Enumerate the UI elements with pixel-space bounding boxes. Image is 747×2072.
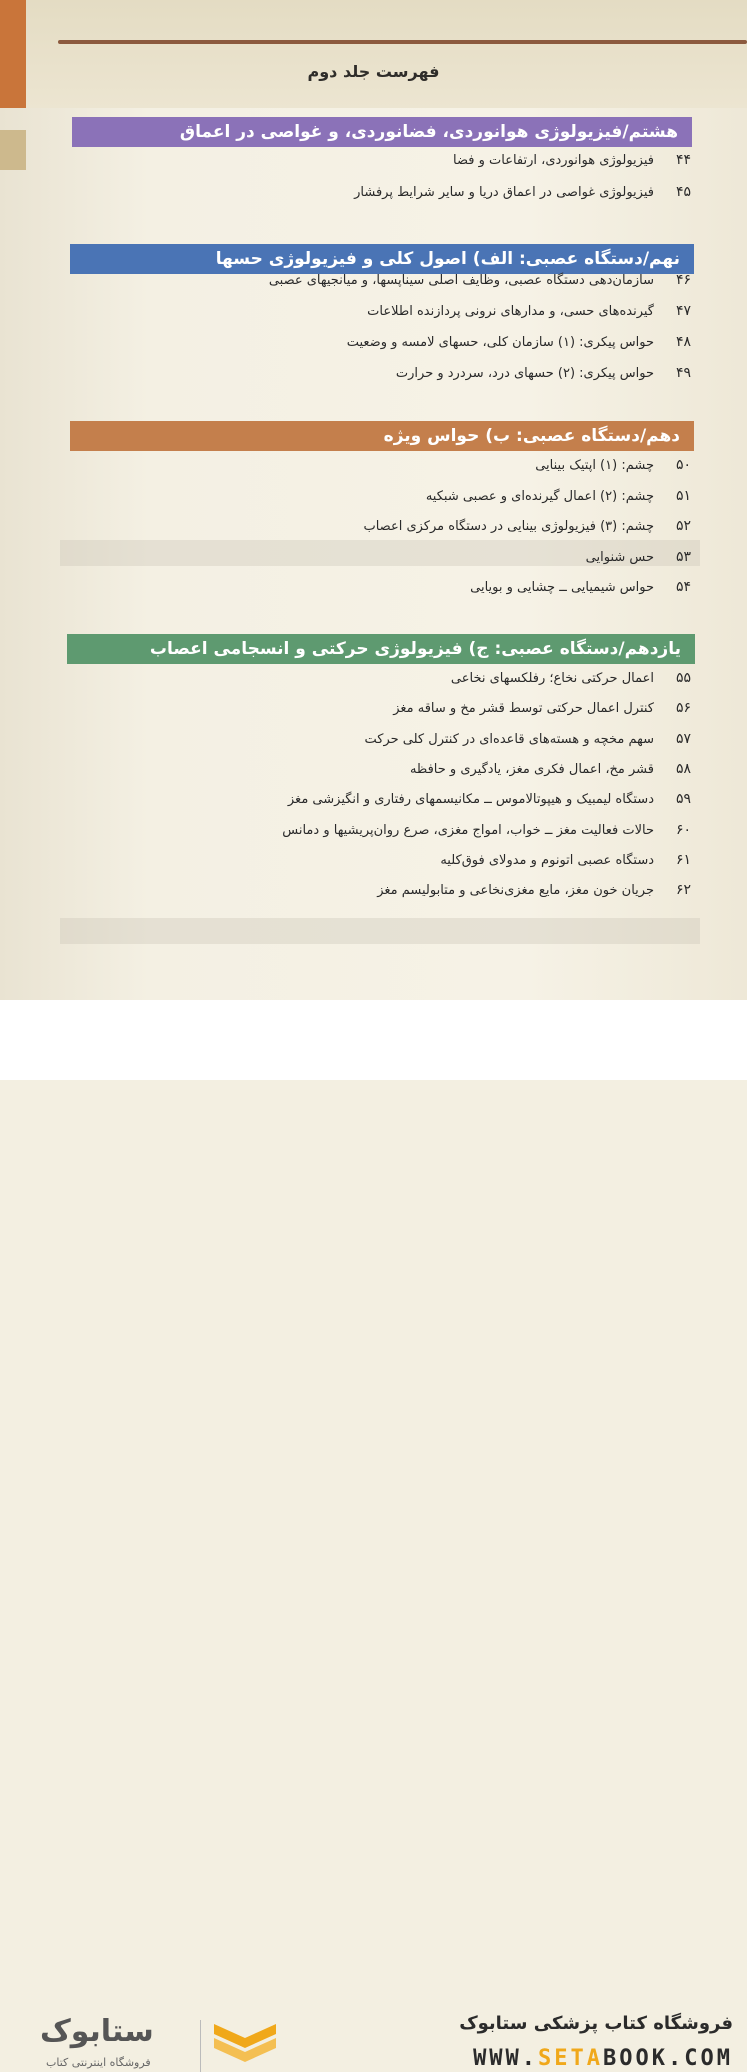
chapter-number: ۴۸ xyxy=(676,334,692,350)
chapter-number: ۴۴ xyxy=(676,152,692,168)
toc-entry: دستگاه لیمبیک و هیپوتالاموس ــ مکانیسمهای رفتاری و انگیزشی مغز xyxy=(287,792,654,808)
chapter-number: ۵۱ xyxy=(676,487,692,504)
chapter-number: ۵۵ xyxy=(676,670,692,686)
url-highlight: SETA xyxy=(538,2046,604,2071)
url-suffix: BOOK.COM xyxy=(603,2046,733,2071)
toc-entry: چشم: (۱) اپتیک بینایی xyxy=(535,458,654,473)
spine-edge-orange xyxy=(0,0,26,108)
toc-entry: قشر مخ، اعمال فکری مغز، یادگیری و حافظه xyxy=(409,761,654,777)
toc-entry: حواس پیکری: (۲) حسهای درد، سردرد و حرارت xyxy=(395,366,654,381)
chapter-number: ۵۷ xyxy=(676,730,692,747)
header-rule xyxy=(58,40,747,44)
toc-entry: اعمال حرکتی نخاع؛ رفلکسهای نخاعی xyxy=(450,671,654,686)
toc-entry: سهم مخچه و هسته‌های قاعده‌ای در کنترل کلی حرکت xyxy=(364,731,654,747)
toc-entry: جریان خون مغز، مایع مغزی‌نخاعی و متابولیسم مغز xyxy=(377,883,654,899)
toc-entry: حواس پیکری: (۱) سازمان کلی، حسهای لامسه و وضعیت xyxy=(346,335,654,350)
logo-tagline: فروشگاه اینترنتی کتاب xyxy=(46,2056,151,2069)
chapter-heading: نهم/دستگاه عصبی: الف) اصول کلی و فیزیولوژی حسها xyxy=(70,244,694,274)
toc-entry: حس شنوایی xyxy=(585,549,654,565)
toc-entry: حواس شیمیایی ــ چشایی و بویایی xyxy=(470,580,654,595)
toc-entry: سازمان‌دهی دستگاه عصبی، وظایف اصلی سیناپسها، و میانجیهای عصبی xyxy=(268,273,654,288)
chapter-heading: دهم/دستگاه عصبی: ب) حواس ویژه xyxy=(70,421,694,451)
chapter-heading: هشتم/فیزیولوژی هوانوردی، فضانوردی، و غواصی در اعماق xyxy=(72,117,692,147)
chapter-number: ۵۶ xyxy=(676,700,692,717)
logo-divider xyxy=(200,2020,201,2072)
chapter-number: ۴۵ xyxy=(676,184,692,200)
chapter-number: ۶۲ xyxy=(676,882,692,899)
toc-entry: کنترل اعمال حرکتی توسط قشر مخ و ساقه مغز xyxy=(393,701,654,717)
chapter-number: ۵۰ xyxy=(676,457,692,473)
chapter-heading: یازدهم/دستگاه عصبی: ج) فیزیولوژی حرکتی و انسجامی اعصاب xyxy=(67,634,695,664)
chapter-number: ۵۴ xyxy=(676,579,692,595)
chapter-number: ۵۲ xyxy=(676,518,692,534)
page-top-band xyxy=(26,0,747,108)
toc-entry: حالات فعالیت مغز ــ خواب، امواج مغزی، صرع روان‌پریشیها و دمانس xyxy=(282,822,654,838)
book-page xyxy=(0,0,747,1000)
chapter-number: ۴۷ xyxy=(676,303,692,319)
setabook-logo-icon xyxy=(210,2018,280,2070)
store-name: فروشگاه کتاب پزشکی ستابوک xyxy=(459,2013,733,2034)
chapter-number: ۶۰ xyxy=(676,821,692,838)
spine-edge-tan xyxy=(0,130,26,170)
bleed-through-band xyxy=(60,918,700,944)
toc-entry: فیزیولوژی غواصی در اعماق دریا و سایر شرایط پرفشار xyxy=(354,185,654,200)
toc-entry: چشم: (۲) اعمال گیرنده‌ای و عصبی شبکیه xyxy=(425,488,654,504)
toc-entry: گیرنده‌های حسی، و مدارهای نرونی پردازنده اطلاعات xyxy=(367,304,654,319)
chapter-number: ۵۸ xyxy=(676,760,692,777)
page-title: فهرست جلد دوم xyxy=(307,62,440,81)
toc-entry: فیزیولوژی هوانوردی، ارتفاعات و فضا xyxy=(453,153,654,168)
chapter-number: ۵۹ xyxy=(676,791,692,808)
chapter-number: ۶۱ xyxy=(676,851,692,868)
chapter-number: ۴۶ xyxy=(676,272,692,288)
footer-banner xyxy=(0,1000,747,2071)
chapter-number: ۵۳ xyxy=(676,548,692,565)
store-url[interactable] xyxy=(473,2046,733,2071)
chapter-number: ۴۹ xyxy=(676,365,692,381)
url-prefix: WWW. xyxy=(473,2046,539,2071)
logo-wordmark: ستابوک xyxy=(40,2014,154,2049)
toc-entry: چشم: (۳) فیزیولوژی بینایی در دستگاه مرکزی اعصاب xyxy=(363,519,654,534)
toc-entry: دستگاه عصبی اتونوم و مدولای فوق‌کلیه xyxy=(440,852,654,868)
